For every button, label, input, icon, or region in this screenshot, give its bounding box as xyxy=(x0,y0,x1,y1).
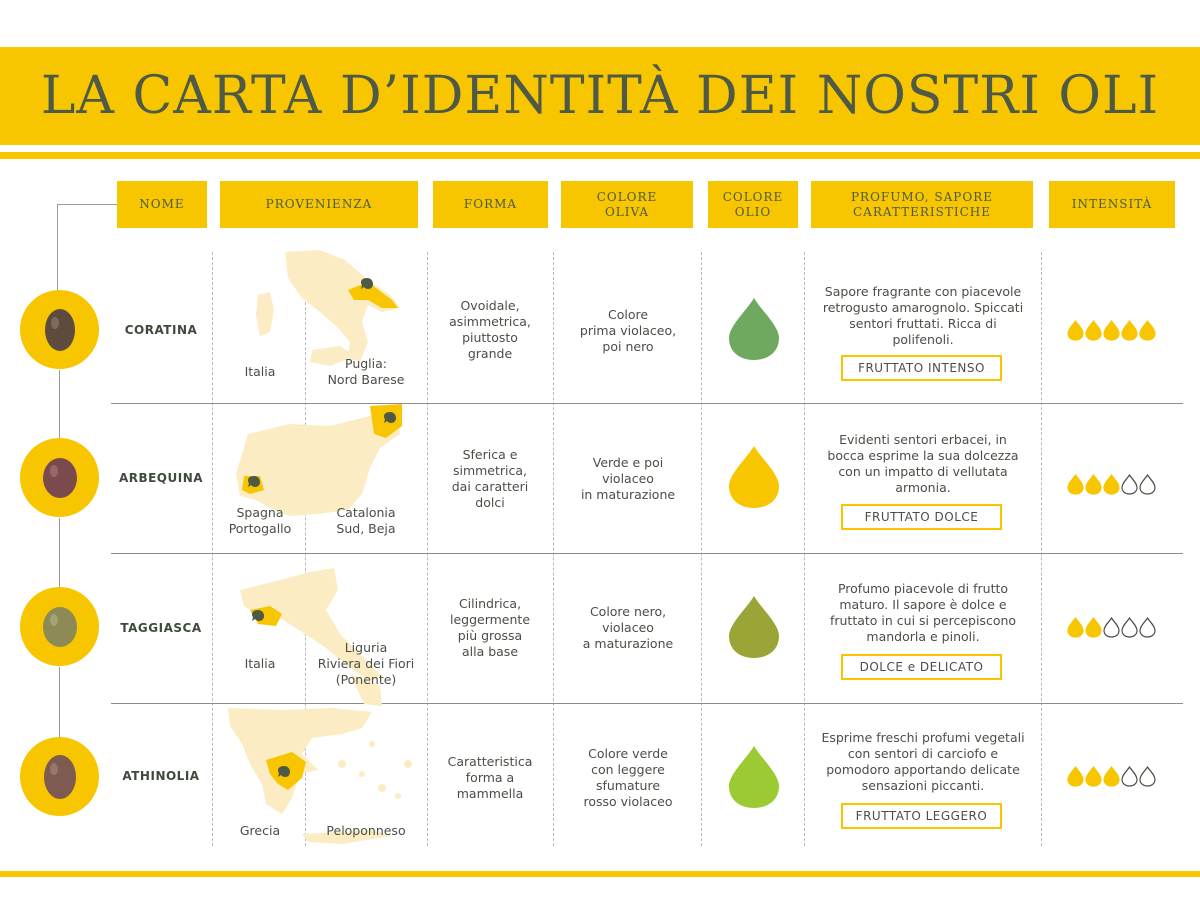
intensity-badge: FRUTTATO LEGGERO xyxy=(841,803,1002,829)
tree-connector xyxy=(57,204,117,205)
drop-empty-icon xyxy=(1139,617,1156,638)
drop-filled-icon xyxy=(1067,474,1084,495)
intensity-badge: DOLCE e DELICATO xyxy=(841,654,1002,680)
north-italy-map-icon xyxy=(230,566,410,710)
intensity-badge: FRUTTATO INTENSO xyxy=(841,355,1002,381)
column-separator xyxy=(1041,252,1042,846)
olive-image xyxy=(20,290,99,369)
provenienza-country: Grecia xyxy=(239,823,281,838)
page-title: LA CARTA D’IDENTITÀ DEI NOSTRI OLI xyxy=(40,66,1160,126)
header-intensita: INTENSITÀ xyxy=(1049,181,1175,228)
drop-filled-icon xyxy=(1085,766,1102,787)
oil-drop-icon xyxy=(727,296,781,362)
forma-text: Ovoidale, asimmetrica, piuttosto grande xyxy=(449,298,531,361)
drop-filled-icon xyxy=(1085,320,1102,341)
olive-image xyxy=(20,737,99,816)
provenienza-region: Liguria Riviera dei Fiori (Ponente) xyxy=(317,640,415,687)
column-separator xyxy=(804,252,805,846)
header-forma: FORMA xyxy=(433,181,548,228)
drop-empty-icon xyxy=(1103,617,1120,638)
provenienza-country: Spagna Portogallo xyxy=(228,505,292,536)
forma-text: Cilindrica, leggermente più grossa alla base xyxy=(449,596,531,659)
drop-filled-icon xyxy=(1103,474,1120,495)
profumo-text: Esprime freschi profumi vegetali con sentori di carciofo e pomodoro apportando delicate sensazioni piccanti. xyxy=(821,730,1025,793)
provenienza-country: Italia xyxy=(244,656,276,671)
tree-connector xyxy=(59,667,60,737)
olive-name: TAGGIASCA xyxy=(120,621,202,635)
colore-oliva-text: Verde e poi violaceo in maturazione xyxy=(580,455,676,502)
colore-oliva-text: Colore verde con leggere sfumature rosso violaceo xyxy=(583,746,673,809)
oil-drop-icon xyxy=(727,594,781,660)
drop-filled-icon xyxy=(1085,617,1102,638)
profumo-text: Profumo piacevole di frutto maturo. Il sapore è dolce e fruttato in cui si percepiscono mandorla e pinoli. xyxy=(829,581,1017,644)
intensity-rating xyxy=(1067,766,1156,787)
forma-text: Caratteristica forma a mammella xyxy=(447,754,533,801)
header-provenienza: PROVENIENZA xyxy=(220,181,418,228)
header-profumo: PROFUMO, SAPORE CARATTERISTICHE xyxy=(811,181,1033,228)
drop-empty-icon xyxy=(1139,766,1156,787)
forma-text: Sferica e simmetrica, dai caratteri dolci xyxy=(451,447,529,510)
drop-empty-icon xyxy=(1139,474,1156,495)
header-colore-oliva: COLORE OLIVA xyxy=(561,181,693,228)
drop-filled-icon xyxy=(1067,320,1084,341)
olive-image xyxy=(20,438,99,517)
drop-empty-icon xyxy=(1121,474,1138,495)
provenienza-region: Puglia: Nord Barese xyxy=(327,356,405,387)
tree-connector xyxy=(59,370,60,438)
drop-filled-icon xyxy=(1103,320,1120,341)
column-separator xyxy=(701,252,702,846)
drop-filled-icon xyxy=(1121,320,1138,341)
provenienza-country: Italia xyxy=(244,364,276,379)
column-separator xyxy=(427,252,428,846)
title-banner xyxy=(0,47,1200,145)
olive-name: CORATINA xyxy=(124,323,198,337)
drop-filled-icon xyxy=(1067,617,1084,638)
provenienza-region: Peloponneso xyxy=(326,823,406,838)
intensity-rating xyxy=(1067,320,1156,341)
drop-filled-icon xyxy=(1067,766,1084,787)
header-colore-olio: COLORE OLIO xyxy=(708,181,798,228)
oil-drop-icon xyxy=(727,444,781,510)
tree-connector xyxy=(59,518,60,588)
divider-band xyxy=(0,152,1200,159)
profumo-text: Evidenti sentori erbacei, in bocca esprime la sua dolcezza con un impatto di vellutata armonia. xyxy=(827,432,1019,495)
colore-oliva-text: Colore prima violaceo, poi nero xyxy=(579,307,677,354)
olive-name: ARBEQUINA xyxy=(118,471,204,485)
olive-image xyxy=(20,587,99,666)
bottom-band xyxy=(0,871,1200,877)
drop-empty-icon xyxy=(1121,617,1138,638)
colore-oliva-text: Colore nero, violaceo a maturazione xyxy=(582,604,674,651)
header-nome: NOME xyxy=(117,181,207,228)
drop-filled-icon xyxy=(1085,474,1102,495)
intensity-rating xyxy=(1067,617,1156,638)
row-separator xyxy=(111,553,1183,554)
drop-filled-icon xyxy=(1139,320,1156,341)
provenienza-region: Catalonia Sud, Beja xyxy=(336,505,396,536)
olive-name: ATHINOLIA xyxy=(122,769,200,783)
intensity-badge: FRUTTATO DOLCE xyxy=(841,504,1002,530)
intensity-rating xyxy=(1067,474,1156,495)
drop-filled-icon xyxy=(1103,766,1120,787)
column-separator xyxy=(212,252,213,846)
profumo-text: Sapore fragrante con piacevole retrogusto amarognolo. Spiccati sentori fruttati. Ricca di polifenoli. xyxy=(822,284,1024,347)
column-separator xyxy=(553,252,554,846)
drop-empty-icon xyxy=(1121,766,1138,787)
tree-connector xyxy=(57,204,58,290)
oil-drop-icon xyxy=(727,744,781,810)
